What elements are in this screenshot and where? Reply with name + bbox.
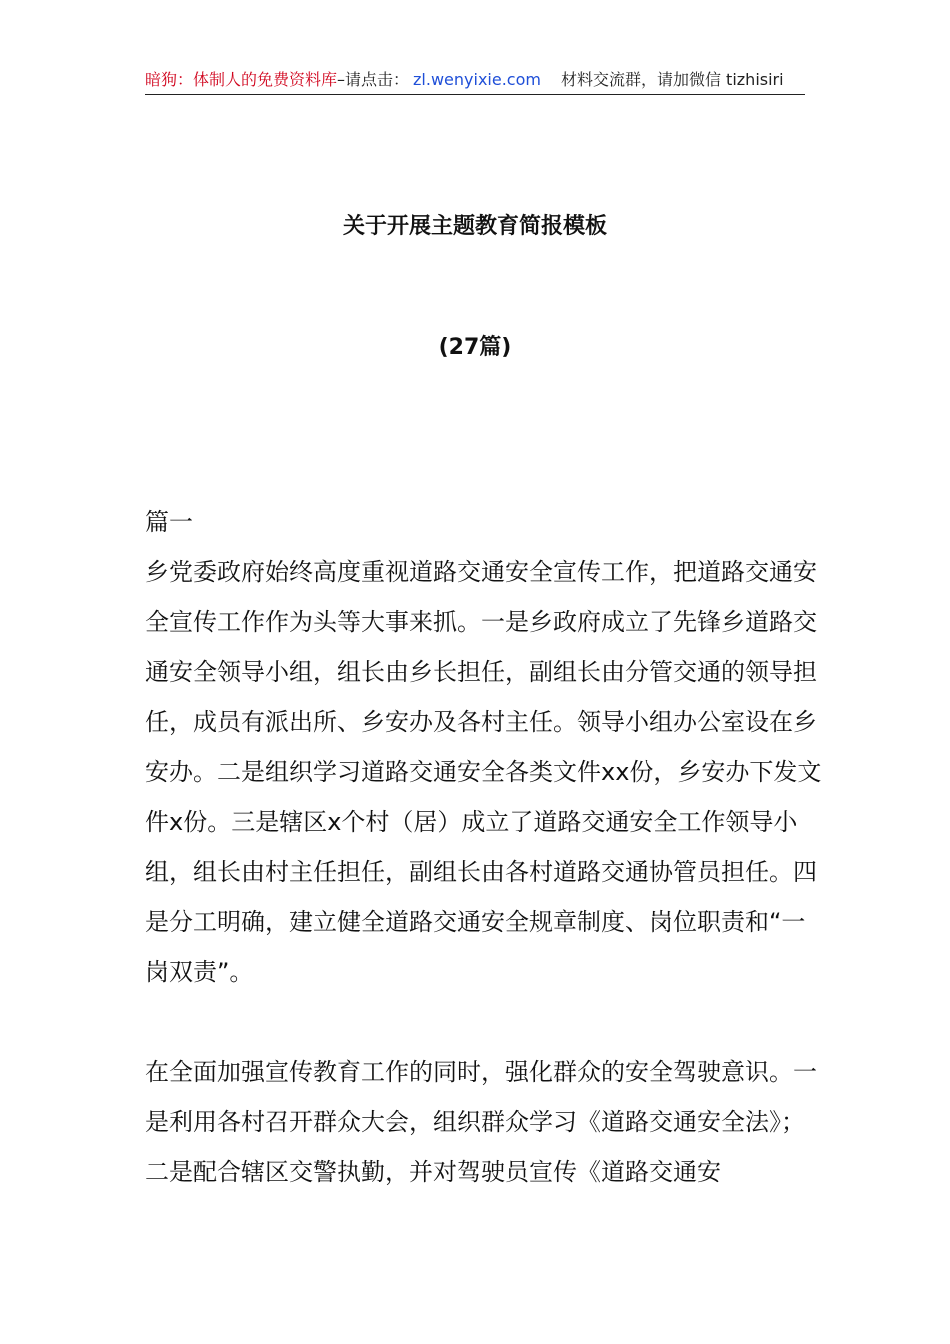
- paragraph-2: 在全面加强宣传教育工作的同时，强化群众的安全驾驶意识。一是利用各村召开群众大会，组织群众学习《道路交通安全法》；二是配合辖区交警执勤，并对驾驶员宣传《道路交通安: [145, 1058, 817, 1186]
- document-subtitle: (27篇): [438, 335, 512, 360]
- header-group-info: 材料交流群，请加微信 tizhisiri: [560, 70, 784, 89]
- paragraph-1: 乡党委政府始终高度重视道路交通安全宣传工作，把道路交通安全宣传工作作为头等大事来抓。一是乡政府成立了先锋乡道路交通安全领导小组，组长由乡长担任，副组长由分管交通的领导担任，成员有派出所、乡安办及各村主任。领导小组办公室设在乡安办。二是组织学习道路交通安全各类文件xx份，乡安办下发文件x份。三是辖区x个村（居）成立了道路交通安全工作领导小组，组长由村主任担任，副组长由各村道路交通协管员担任。四是分工明确，建立健全道路交通安全规章制度、岗位职责和“一岗双责”。: [145, 558, 822, 986]
- section-label: 篇一: [145, 508, 193, 536]
- header-link[interactable]: zl.wenyixie.com: [413, 70, 541, 89]
- document-title: 关于开展主题教育简报模板: [342, 214, 607, 239]
- header-brand: 暗狗：体制人的免费资料库: [145, 70, 338, 89]
- header-prompt: –请点击：: [337, 70, 410, 89]
- page-header: [145, 66, 805, 95]
- document-body: [145, 497, 825, 1197]
